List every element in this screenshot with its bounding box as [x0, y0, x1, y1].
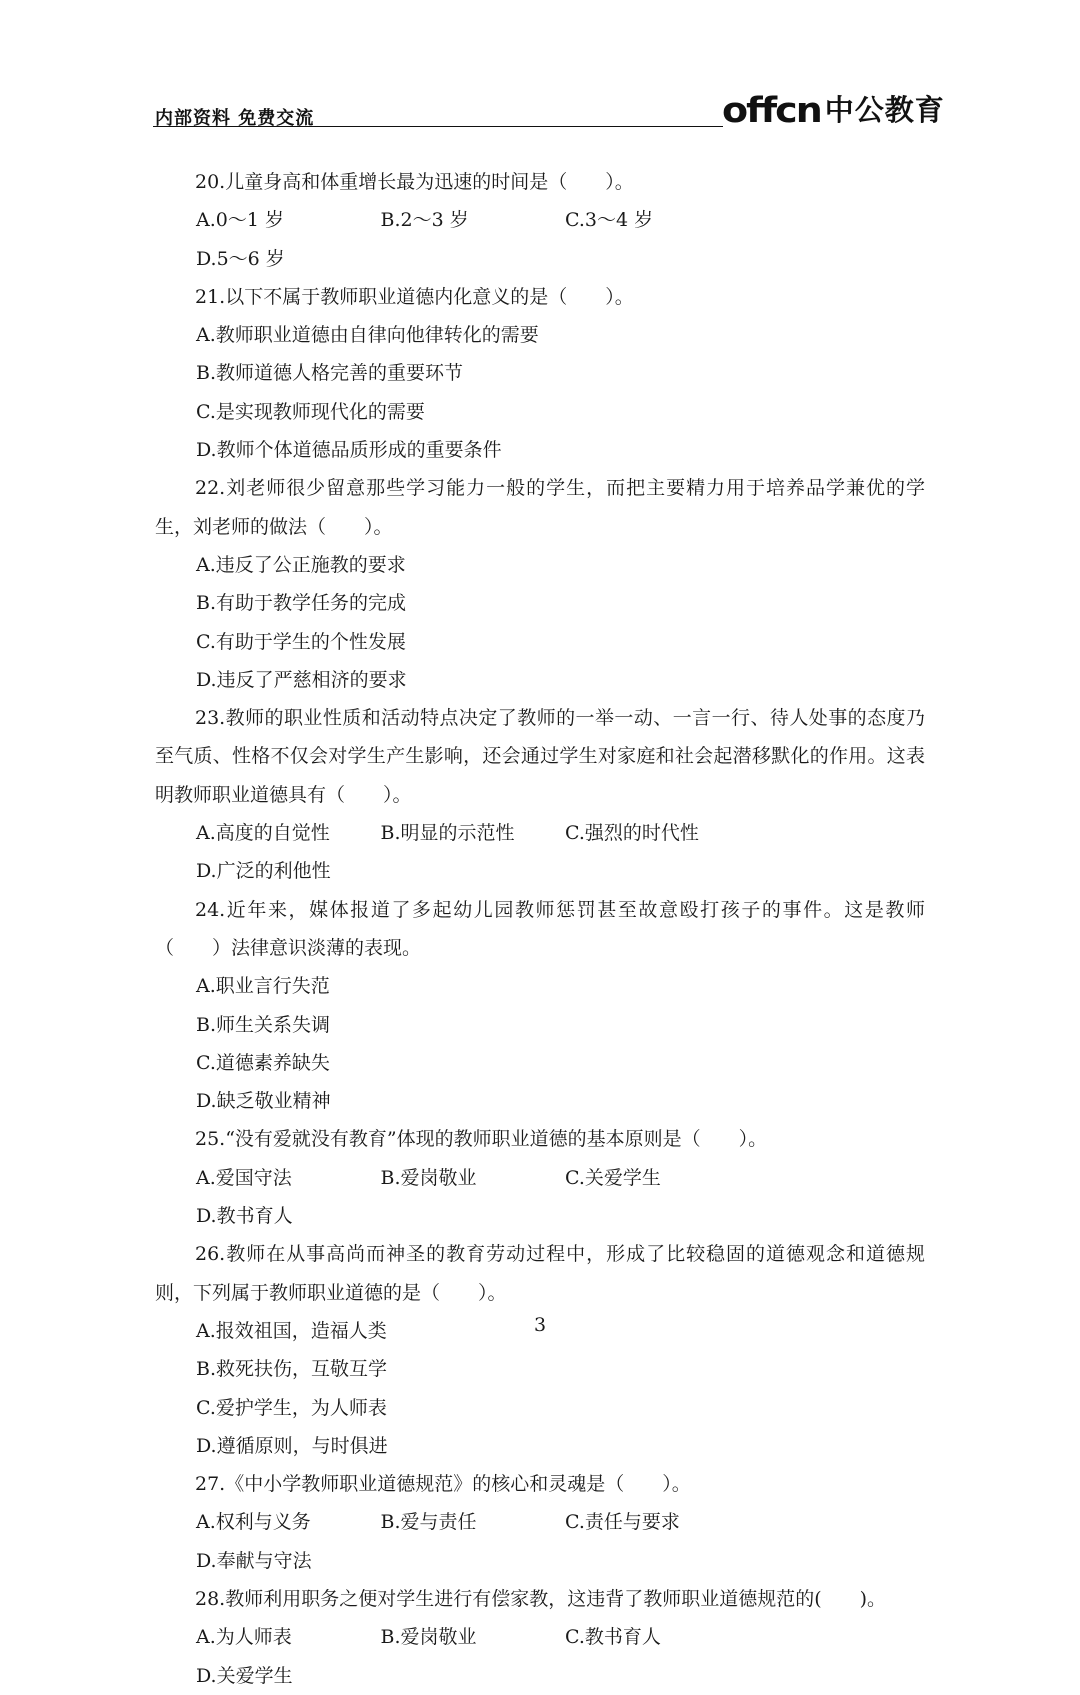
option-a: A.权利与义务	[196, 1511, 311, 1534]
question-28-options	[155, 1618, 925, 1695]
question-23-options	[155, 814, 925, 891]
option-d: D.遵循原则，与时俱进	[196, 1434, 388, 1457]
option-a: A.职业言行失范	[196, 975, 330, 998]
option-d: D.5～6 岁	[196, 247, 285, 270]
option-c: C.是实现教师现代化的需要	[196, 400, 425, 423]
logo-cn-text: 中公教育	[824, 93, 945, 127]
question-list	[155, 163, 925, 1695]
option-d: D.教书育人	[196, 1205, 293, 1228]
question-22-options	[155, 546, 925, 699]
option-c: C.强烈的时代性	[565, 822, 699, 845]
question-20-stem: 20.儿童身高和体重增长最为迅速的时间是（ ）。	[195, 171, 634, 193]
offcn-logo	[722, 84, 945, 130]
option-c: C.爱护学生，为人师表	[196, 1396, 387, 1419]
option-b: B.有助于教学任务的完成	[196, 592, 407, 615]
question-28-stem: 28.教师利用职务之便对学生进行有偿家教，这违背了教师职业道德规范的( )。	[195, 1587, 887, 1610]
option-b: B.师生关系失调	[196, 1013, 331, 1036]
option-d: D.关爱学生	[196, 1664, 293, 1687]
option-c: C.关爱学生	[565, 1166, 661, 1189]
question-25-options	[155, 1159, 925, 1236]
option-a: A.0～1 岁	[196, 209, 284, 232]
option-b: B.爱岗敬业	[380, 1626, 477, 1649]
header-rule	[153, 126, 723, 127]
option-a: A.为人师表	[196, 1626, 292, 1649]
option-b: B.明显的示范性	[380, 822, 515, 845]
question-26-stem: 26.教师在从事高尚而神圣的教育劳动过程中，形成了比较稳固的道德观念和道德规则，下列属于教师职业道德的是（ ）。	[155, 1243, 925, 1304]
header-left-text: 内部资料 免费交流	[155, 108, 315, 129]
question-27-options	[155, 1503, 925, 1580]
option-d: D.教师个体道德品质形成的重要条件	[196, 439, 502, 462]
option-a: A.爱国守法	[196, 1166, 292, 1189]
option-d: D.广泛的利他性	[196, 860, 331, 883]
option-d: D.缺乏敬业精神	[196, 1090, 331, 1113]
option-a: A.违反了公正施教的要求	[196, 553, 406, 576]
question-22-stem: 22.刘老师很少留意那些学习能力一般的学生，而把主要精力用于培养品学兼优的学生，刘老师的做法（ ）。	[155, 477, 925, 538]
option-b: B.爱与责任	[380, 1511, 477, 1534]
option-a: A.教师职业道德由自律向他律转化的需要	[196, 324, 539, 347]
option-c: C.有助于学生的个性发展	[196, 630, 406, 653]
question-20-options	[155, 201, 925, 278]
option-c: C.责任与要求	[565, 1511, 680, 1534]
option-c: C.3～4 岁	[565, 209, 654, 232]
option-a: A.高度的自觉性	[196, 822, 330, 845]
option-c: C.道德素养缺失	[196, 1051, 330, 1074]
option-d: D.违反了严慈相济的要求	[196, 668, 407, 691]
logo-latin-text: offcn	[722, 89, 821, 131]
question-25-stem: 25.“没有爱就没有教育”体现的教师职业道德的基本原则是（ ）。	[195, 1128, 768, 1151]
page-number: 3	[533, 1314, 547, 1336]
question-23-stem: 23.教师的职业性质和活动特点决定了教师的一举一动、一言一行、待人处事的态度乃至气质、性格不仅会对学生产生影响，还会通过学生对家庭和社会起潜移默化的作用。这表明教师职业道德具有（ ）。	[155, 707, 925, 806]
option-a: A.报效祖国，造福人类	[196, 1319, 387, 1342]
option-b: B.教师道德人格完善的重要环节	[196, 362, 464, 385]
question-24-stem: 24.近年来，媒体报道了多起幼儿园教师惩罚甚至故意殴打孩子的事件。这是教师（ ）法律意识淡薄的表现。	[155, 898, 925, 959]
question-21-stem: 21.以下不属于教师职业道德内化意义的是（ ）。	[195, 285, 634, 308]
option-b: B.2～3 岁	[380, 209, 469, 232]
option-c: C.教书育人	[565, 1626, 661, 1649]
option-d: D.奉献与守法	[196, 1549, 312, 1572]
question-27-stem: 27.《中小学教师职业道德规范》的核心和灵魂是（ ）。	[195, 1473, 691, 1496]
option-b: B.爱岗敬业	[380, 1166, 477, 1189]
option-b: B.救死扶伤，互敬互学	[196, 1358, 388, 1381]
question-24-options	[155, 967, 925, 1120]
